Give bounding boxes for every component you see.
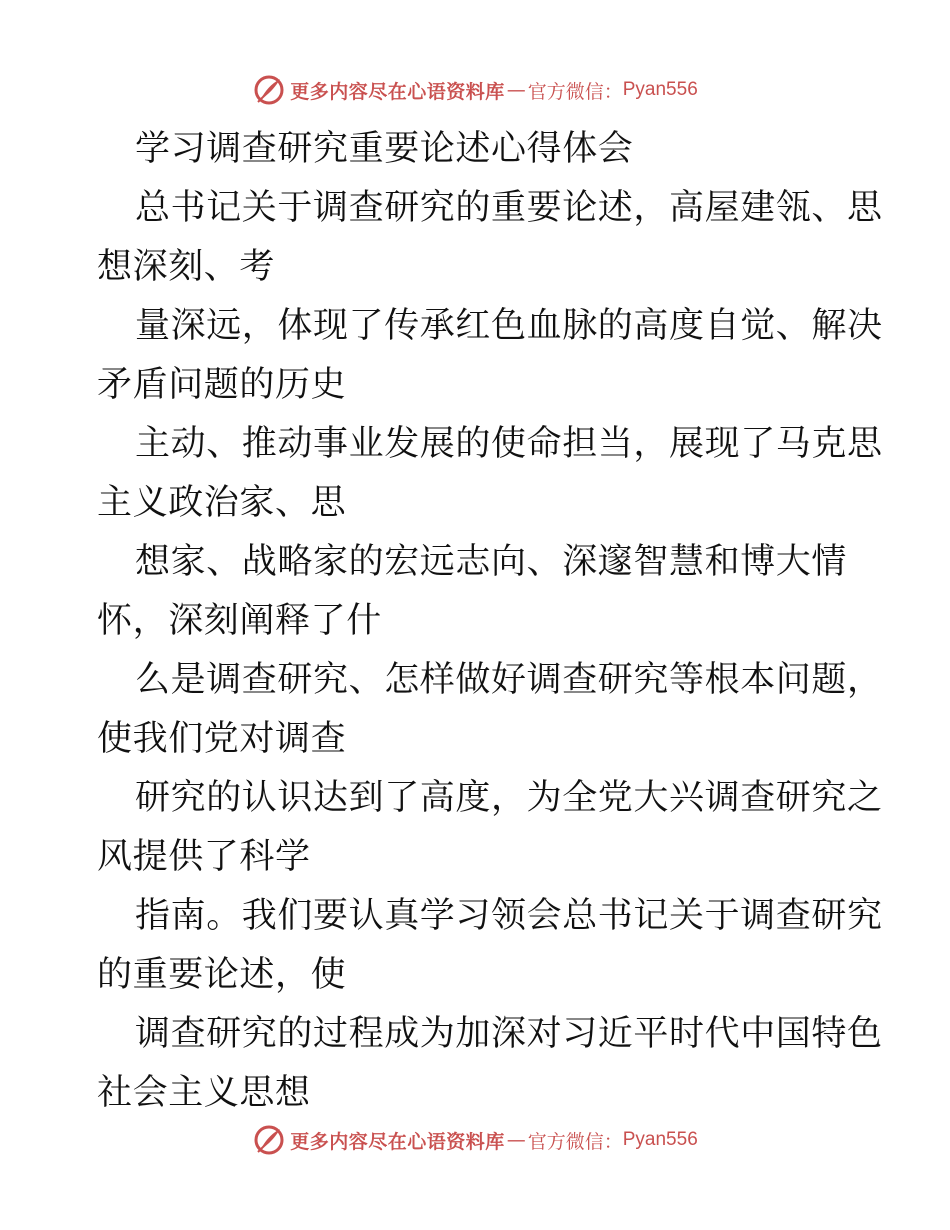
paragraph-line: 主义政治家、思 <box>97 483 347 523</box>
paragraph-line: 总书记关于调查研究的重要论述，高屋建瓴、思 <box>135 188 883 228</box>
paragraph-line: 研究的认识达到了高度，为全党大兴调查研究之 <box>135 778 883 818</box>
paragraph-line: 社会主义思想 <box>97 1073 311 1113</box>
header-watermark-banner <box>0 68 950 112</box>
paragraph-line: 矛盾问题的历史 <box>97 365 347 405</box>
paragraph-line: 怀，深刻阐释了什 <box>97 601 382 641</box>
banner-separator: — <box>506 1129 526 1151</box>
feather-logo-icon <box>252 73 286 107</box>
paragraph-line: 调查研究的过程成为加深对习近平时代中国特色 <box>135 1014 883 1054</box>
document-body <box>97 120 883 1123</box>
banner-separator: — <box>506 79 526 101</box>
banner-wechat-id: Pyan556 <box>622 79 698 100</box>
footer-watermark-banner <box>0 1118 950 1162</box>
paragraph-line: 风提供了科学 <box>97 837 311 877</box>
banner-wechat-label: 官方微信： <box>527 80 623 103</box>
banner-wechat-label: 官方微信： <box>527 1130 623 1153</box>
paragraph-line: 的重要论述，使 <box>97 955 347 995</box>
banner-site-text: 更多内容尽在心语资料库 <box>290 1130 505 1153</box>
document-title: 学习调查研究重要论述心得体会 <box>135 129 634 169</box>
paragraph-line: 想深刻、考 <box>97 247 276 287</box>
feather-logo-icon <box>252 1123 286 1157</box>
banner-wechat-id: Pyan556 <box>622 1129 698 1150</box>
banner-site-text: 更多内容尽在心语资料库 <box>290 80 505 103</box>
paragraph-line: 想家、战略家的宏远志向、深邃智慧和博大情 <box>135 542 848 582</box>
paragraph-line: 量深远，体现了传承红色血脉的高度自觉、解决 <box>135 306 883 346</box>
paragraph-line: 主动、推动事业发展的使命担当，展现了马克思 <box>135 424 883 464</box>
paragraph-line: 么是调查研究、怎样做好调查研究等根本问题， <box>135 660 883 700</box>
paragraph-line: 使我们党对调查 <box>97 719 347 759</box>
paragraph-line: 指南。我们要认真学习领会总书记关于调查研究 <box>135 896 883 936</box>
